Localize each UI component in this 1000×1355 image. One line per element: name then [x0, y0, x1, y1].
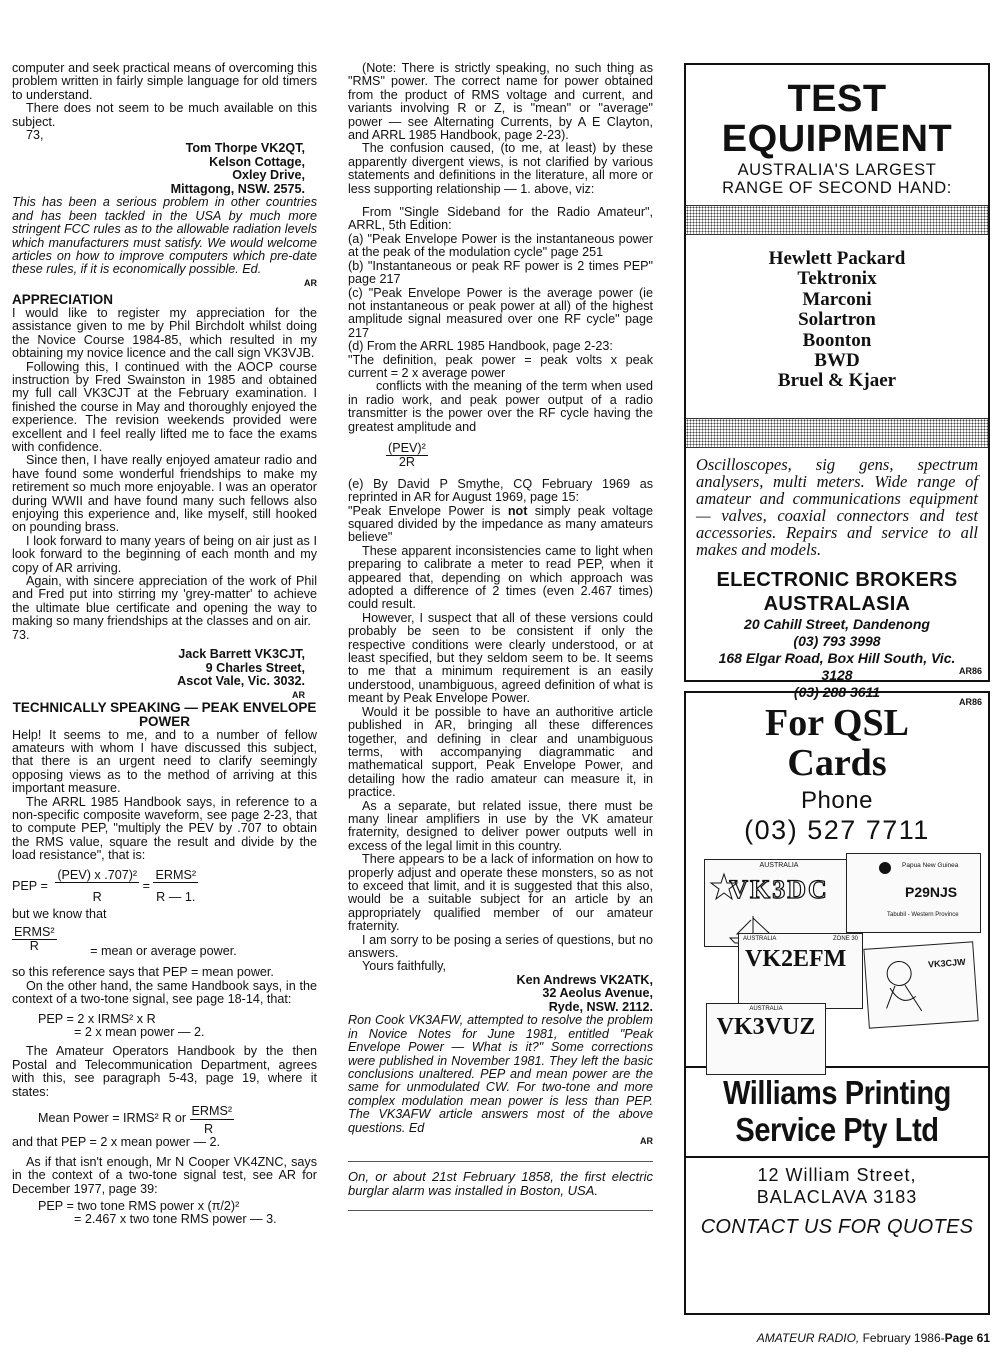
eq-text: = 2.467 x two tone RMS power — 3.: [74, 1212, 277, 1227]
card-callsign: VK2EFM: [745, 946, 847, 972]
signature-line: Ascot Vale, Vic. 3032.: [177, 674, 305, 689]
phone-number: (03) 527 7711: [744, 815, 930, 845]
ad-test-equipment: [684, 63, 990, 700]
ad-code: AR86: [958, 697, 982, 707]
paragraph: Since then, I have really enjoyed amateur radio and have found some wonderful friendships to make my retirement so much more enjoyable. I was an operator during WWII and have found many such fellows also enjoying this experience and, like myself, still hooked on pounding brass.: [12, 453, 317, 535]
eq-numerator: ERMS²: [155, 867, 197, 882]
ad-title: [686, 79, 988, 159]
paragraph: (e) By David P Smythe, CQ February 1969 as reprinted in AR for August 1969, page 15:: [348, 476, 653, 505]
paragraph: As if that isn't enough, Mr N Cooper VK4ZNC, says in the context of a two-tone signal test, see AR for December 1977, page 39:: [12, 1154, 317, 1196]
ar-mark: AR: [304, 277, 317, 288]
paragraph: so this reference says that PEP = mean power.: [12, 965, 274, 980]
ad-subtitle: [686, 161, 988, 197]
ar-mark: AR: [292, 689, 305, 700]
eq-text: PEP = 2 x IRMS² x R: [38, 1011, 156, 1026]
signature-line: Jack Barrett VK3CJT,: [178, 647, 305, 662]
card-zone: ZONE 30: [832, 936, 858, 942]
paragraph: From "Single Sideband for the Radio Amateur", ARRL, 5th Edition:: [348, 205, 653, 233]
ad-title-line: For QSL: [765, 702, 909, 744]
halftone-band: [686, 418, 988, 448]
paragraph: Would it be possible to have an authoritive article published in AR, bringing all these differences together, and defining in clear and unambiguous terms, with accompanying diagrammatic and mathematical support, Peak Envelope Power, and detailing how the radio amateur can measure it, in practice.: [348, 704, 653, 800]
paragraph: conflicts with the meaning of the term when used in radio work, and peak power output of a radio transmitter is the power over the RF cycle having the greatest amplitude and: [348, 379, 653, 434]
paragraph: [348, 505, 653, 545]
eq-text: = 2 x mean power — 2.: [74, 1025, 205, 1040]
eq-text: PEP = two tone RMS power x (π/2)²: [38, 1198, 240, 1213]
fact-note: On, or about 21st February 1858, the first electric burglar alarm was installed in Boston, USA.: [348, 1168, 653, 1198]
address-line: BALACLAVA 3183: [756, 1187, 918, 1207]
paragraph: I would like to register my appreciation for the assistance given to me by Phil Birchdolt whilst doing the Novice Course 1984-85, which resulted in my obtaining my novice licence and the call sign VK3VJB.: [12, 305, 317, 361]
brand-item: Bruel & Kjaer: [777, 370, 897, 392]
card-callsign: P29NJS: [905, 884, 958, 900]
address-line: 20 Cahill Street, Dandenong: [744, 615, 930, 632]
paragraph: The Amateur Operators Handbook by the then Postal and Telecommunication Department, agrees with this, see paragraph 5-43, page 19, where it states:: [12, 1044, 317, 1099]
card-country: Papua New Guinea: [902, 862, 959, 869]
address-line: 12 William Street,: [757, 1165, 917, 1185]
brand-item: Solartron: [798, 309, 876, 331]
brand-item: Boonton: [802, 329, 872, 351]
qsl-card: [846, 853, 981, 933]
brand-item: Hewlett Packard: [768, 248, 906, 269]
eq-numerator: ERMS²: [191, 1104, 233, 1119]
signature-line: Tom Thorpe VK2QT,: [185, 141, 305, 156]
eq-denominator: 2R: [398, 455, 415, 470]
paragraph: There does not seem to be much available on this subject.: [12, 101, 317, 129]
phone-line: (03) 288 3611: [793, 683, 881, 700]
paragraph: (c) "Peak Envelope Power is the average power (ie not instantaneous or peak power at all) of the highest amplitude signal measured over one RF cycle" page 217: [348, 285, 653, 340]
paragraph: (b) "Instantaneous or peak RF power is 2 times PEP" page 217: [348, 258, 653, 287]
eq-denominator: R: [92, 890, 102, 904]
paragraph: On the other hand, the same Handbook says, in the context of a two-tone signal, see page 18-14, that:: [12, 978, 317, 1007]
ad-code: AR86: [958, 666, 982, 676]
brand-item: Marconi: [802, 288, 872, 310]
ad-qsl-cards: [684, 691, 990, 1315]
signature-line: Ken Andrews VK2ATK,: [516, 972, 653, 987]
qsl-card: [738, 933, 863, 1009]
signature-line: Ryde, NSW. 2112.: [548, 999, 653, 1014]
paragraph: and that PEP = 2 x mean power — 2.: [12, 1135, 221, 1150]
ad-title-line: EQUIPMENT: [721, 118, 953, 160]
paragraph: 73,: [26, 128, 44, 143]
paragraph: (d) From the ARRL 1985 Handbook, page 2-23:: [348, 339, 613, 354]
paragraph: As a separate, but related issue, there must be many linear amplifiers in use by the VK amateur fraternity, designed to deliver power outputs well in excess of the legal limit in this country.: [348, 798, 653, 853]
equation-5: [12, 1200, 317, 1227]
brand-item: BWD: [814, 350, 860, 372]
heading-technically-speaking: TECHNICALLY SPEAKING — PEAK ENVELOPE POWER: [12, 699, 317, 729]
eq-text: =: [142, 878, 150, 893]
star-icon: [709, 872, 739, 902]
company-address: [686, 616, 988, 701]
eq-text: PEP =: [12, 878, 48, 893]
phone-label: Phone: [801, 787, 873, 814]
card-callsign: VK3CJW: [927, 956, 966, 970]
signature-line: 9 Charles Street,: [205, 660, 305, 675]
heading-appreciation: APPRECIATION: [12, 291, 114, 307]
ad-description: Oscilloscopes, sig gens, spectrum analysers, multi meters. Wide range of amateur and communications equipment — valves, coaxial connectors and test accessories. Repairs and service to all makes and models.: [696, 454, 978, 559]
eq-numerator: ERMS²: [14, 924, 55, 939]
halftone-band: [686, 205, 988, 235]
contact-line: CONTACT US FOR QUOTES: [700, 1216, 974, 1238]
editor-note: Ron Cook VK3AFW, attempted to resolve the problem in Novice Notes for June 1981, entitled "Peak Envelope Power — What is it?" Some corrections were published in November 1981. They left the basic conclusions unaltered. PEP and mean power are the same for unmodulated CW. For two-tone and more complex modulation mean power is less than PEP. The VK3AFW article answers most of the above questions. Ed: [348, 1013, 653, 1135]
bird-icon: [877, 860, 893, 876]
paragraph: I look forward to many years of being on air just as I look forward to the beginning of each month and my copy of AR arriving.: [12, 533, 317, 575]
paragraph: Yours faithfully,: [362, 959, 447, 974]
company-line: ELECTRONIC BROKERS: [716, 568, 958, 591]
address-line: 3128: [821, 666, 853, 683]
address-line: 168 Elgar Road, Box Hill South, Vic.: [718, 649, 956, 666]
eq-numerator: (PEV)²: [388, 440, 426, 455]
paragraph: These apparent inconsistencies came to light when preparing to calibrate a meter to read PEP, when it appeared that, depending on which approach was adopted a difference of 2 times (even 2.467 times) could result.: [348, 543, 653, 612]
company-line: AUSTRALASIA: [763, 592, 911, 615]
signature-line: Kelson Cottage,: [209, 154, 305, 169]
brand-list: [686, 249, 988, 392]
paragraph: (Note: There is strictly speaking, no such thing as "RMS" power. The correct name for power obtained from the product of RMS voltage and current, and variants involving R or Z, is "mean" or "average" power — see Alternating Currents, by A E Clayton, and ARRL 1985 Handbook, page 2-23).: [348, 61, 653, 143]
qsl-card-collage: [696, 853, 978, 1058]
ad-title-line: Cards: [787, 742, 887, 784]
card-country: AUSTRALIA: [749, 1006, 783, 1012]
paragraph: Again, with sincere appreciation of the work of Phil and Fred put into stirring my 'grey-matter' to achieve the ultimate blue certificate and opening the way to making so many friendships at the classes and on air.: [12, 574, 317, 629]
ad-title-line: TEST: [787, 78, 887, 120]
card-subtitle: Tabubil - Western Province: [887, 912, 959, 918]
card-country: AUSTRALIA: [743, 936, 777, 942]
paragraph: but we know that: [12, 907, 107, 922]
paragraph: The confusion caused, (to me, at least) by these apparently divergent views, is not clarified by various statements and definitions in the literature, all more or less supporting relationship — 1. above, viz:: [348, 141, 653, 196]
brand-item: Tektronix: [797, 268, 877, 290]
column-1: [12, 62, 317, 1231]
ad-subtitle-line: RANGE OF SECOND HAND:: [722, 179, 952, 197]
page-number: Page 61: [944, 1331, 990, 1345]
eq-fraction: [386, 442, 428, 470]
paragraph: 73.: [12, 627, 30, 642]
eq-text: Mean Power = IRMS² R or: [38, 1111, 187, 1126]
phone-line: (03) 793 3998: [793, 632, 881, 649]
eq-text: = mean or average power.: [90, 944, 237, 959]
equation-2: [12, 926, 317, 959]
issue-date: February 1986-: [859, 1331, 945, 1345]
signature-block: [12, 648, 317, 689]
divider: [348, 1161, 653, 1162]
magazine-name: AMATEUR RADIO,: [756, 1331, 860, 1345]
card-country: AUSTRALIA: [759, 862, 799, 869]
signature-block: [348, 974, 653, 1015]
qsl-card: [706, 1003, 826, 1075]
company-line: Williams Printing: [723, 1074, 951, 1111]
paragraph: (a) "Peak Envelope Power is the instantaneous power at the peak of the modulation cycle" page 251: [348, 231, 653, 260]
signature-line: Mittagong, NSW. 2575.: [170, 181, 305, 196]
equation-3: [12, 1013, 317, 1040]
eq-numerator: (PEV) x .707)²: [57, 867, 138, 882]
equation-6: [348, 442, 653, 470]
signature-line: Oxley Drive,: [232, 168, 305, 183]
paragraph: However, I suspect that all of these versions could probably be seen to be consistent if only the respective conditions were clearly understood, or at least specified, but they seldom seem to be. It seems to me that a minimum requirement is an easily understood, unambiguous, agreed definition of what is meant by Peak Envelope Power.: [348, 610, 653, 706]
paragraph: There appears to be a lack of information on how to properly adjust and operate these monsters, so as not to exceed that limit, and it is suggested that this also, would be a suitable subject for an article by an appropriately qualified member of our amateur fraternity.: [348, 852, 653, 934]
company-name: [686, 568, 988, 616]
ad-subtitle-line: AUSTRALIA'S LARGEST: [737, 161, 937, 179]
text-run: simply peak voltage squared divided by the impedance as many amateurs believe": [348, 503, 653, 545]
qsl-card: [863, 941, 978, 1028]
signature-line: 32 Aeolus Avenue,: [542, 986, 653, 1001]
company-line: Service Pty Ltd: [735, 1111, 939, 1148]
paragraph: The ARRL 1985 Handbook says, in reference to a non-specific composite waveform, see page 2-23, that to compute PEP, "multiply the PEV by .707 to obtain the RMS value, square the result and divide by the load resistance", that is:: [12, 794, 317, 863]
text-run: "Peak Envelope Power is: [348, 503, 508, 518]
eq-fraction: [55, 869, 139, 905]
paragraph: "The definition, peak power = peak volts x peak current = 2 x average power: [348, 352, 653, 380]
eq-denominator: R: [204, 1121, 214, 1136]
divider: [348, 1210, 653, 1211]
paragraph: Following this, I continued with the AOCP course instruction by Fred Swainston in 1985 and obtained my full call VK3CJT at the February examination. I finished the course in May and thoroughly enjoyed the experience. The revision weekends provided were excellent and I feel really lifted me to face the exams with confidence.: [12, 359, 317, 454]
paragraph: Help! It seems to me, and to a number of fellow amateurs with whom I have discussed this subject, that there is an urgent need to clarify seemingly opposing views as to the method of arriving at this important measure.: [12, 727, 317, 796]
equation-1: [12, 869, 317, 905]
eq-denominator: R — 1.: [156, 890, 196, 904]
text-run-bold: not: [507, 503, 528, 518]
company-name: [686, 1066, 988, 1148]
page-footer: [757, 1331, 990, 1345]
signature-block: [12, 142, 317, 196]
column-2: [348, 62, 653, 1219]
ad-title: [686, 703, 988, 783]
eq-fraction: [12, 926, 57, 954]
editor-note: This has been a serious problem in other countries and has been tackled in the USA by much more stringent FCC rules as to the allowable radiation levels which manufacturers must satisfy. We would welcome articles on how to improve computers which pre-date these rules, if it is economically possible. Ed.: [12, 195, 317, 277]
eq-denominator: R: [29, 939, 39, 954]
company-contact: [686, 1156, 988, 1240]
card-callsign: VK3VUZ: [716, 1014, 816, 1040]
cartoon-figure-icon: [873, 956, 927, 1019]
paragraph: I am sorry to be posing a series of questions, but no answers.: [348, 932, 653, 960]
ar-mark: AR: [640, 1135, 653, 1146]
paragraph: computer and seek practical means of overcoming this problem written in fairly simple language for old timers to understand.: [12, 61, 317, 102]
card-callsign: VK3DC: [729, 875, 829, 904]
eq-fraction: [153, 869, 198, 905]
